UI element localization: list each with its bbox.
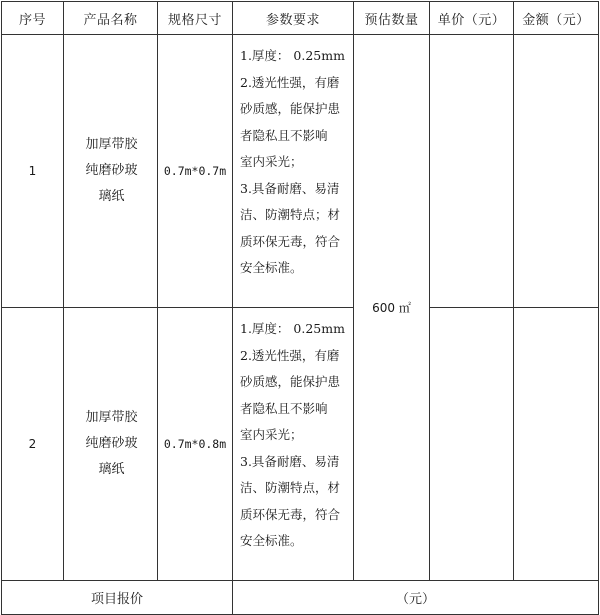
table-row	[2, 35, 599, 308]
unit-price-cell[interactable]	[430, 35, 514, 308]
requirement-line: 安全标准。	[240, 260, 303, 275]
header-row	[2, 2, 599, 35]
requirement-line: 洁、防潮特点；材	[240, 207, 341, 222]
amount-cell[interactable]	[514, 35, 599, 308]
header-spec: 规格尺寸	[158, 2, 233, 35]
header-amount: 金额（元）	[514, 2, 599, 35]
product-name-line: 加厚带胶	[85, 137, 138, 152]
requirement-line: 室内采光；	[240, 154, 303, 169]
row-index: 2	[2, 308, 64, 581]
requirement-line: 者隐私且不影响	[240, 127, 328, 143]
requirements-cell	[233, 308, 354, 581]
quotation-table-container	[1, 1, 598, 607]
product-name-line: 璃纸	[98, 189, 125, 204]
estimated-quantity: 600 ㎡	[354, 35, 430, 581]
header-unit-price: 单价（元）	[430, 2, 514, 35]
requirement-line: 者隐私且不影响	[240, 400, 328, 416]
requirement-line: 砂质感，能保护患	[240, 374, 341, 389]
product-name	[64, 308, 158, 581]
requirement-line: 洁、防潮特点，材	[240, 480, 341, 495]
requirement-line: 1.厚度： 0.25mm	[240, 48, 345, 63]
requirement-line: 3.具备耐磨、易清	[240, 180, 340, 196]
product-name-line: 纯磨砂玻	[85, 436, 138, 451]
spec-size: 0.7m*0.7m	[158, 35, 233, 308]
amount-cell[interactable]	[514, 308, 599, 581]
requirement-line: 3.具备耐磨、易清	[240, 453, 340, 469]
product-name-line: 加厚带胶	[85, 410, 138, 425]
product-name	[64, 35, 158, 308]
header-index: 序号	[2, 2, 64, 35]
product-name-line: 璃纸	[98, 462, 125, 477]
requirement-line: 室内采光；	[240, 427, 303, 442]
header-product-name: 产品名称	[64, 2, 158, 35]
footer-row	[2, 581, 599, 615]
requirement-line: 2.透光性强，有磨	[240, 347, 340, 363]
requirements-cell	[233, 35, 354, 308]
header-requirements: 参数要求	[233, 2, 354, 35]
requirement-line: 1.厚度： 0.25mm	[240, 321, 345, 336]
header-quantity: 预估数量	[354, 2, 430, 35]
table-row	[2, 308, 599, 581]
spec-size: 0.7m*0.8m	[158, 308, 233, 581]
project-quote-value[interactable]: （元）	[233, 581, 599, 615]
requirement-line: 砂质感，能保护患	[240, 101, 341, 116]
requirement-line: 质环保无毒，符合	[240, 506, 341, 522]
project-quote-label: 项目报价	[2, 581, 233, 615]
row-index: 1	[2, 35, 64, 308]
requirement-line: 质环保无毒，符合	[240, 233, 341, 249]
requirement-line: 安全标准。	[240, 533, 303, 548]
unit-price-cell[interactable]	[430, 308, 514, 581]
requirement-line: 2.透光性强，有磨	[240, 74, 340, 90]
product-name-line: 纯磨砂玻	[85, 163, 138, 178]
quotation-table	[1, 1, 599, 615]
